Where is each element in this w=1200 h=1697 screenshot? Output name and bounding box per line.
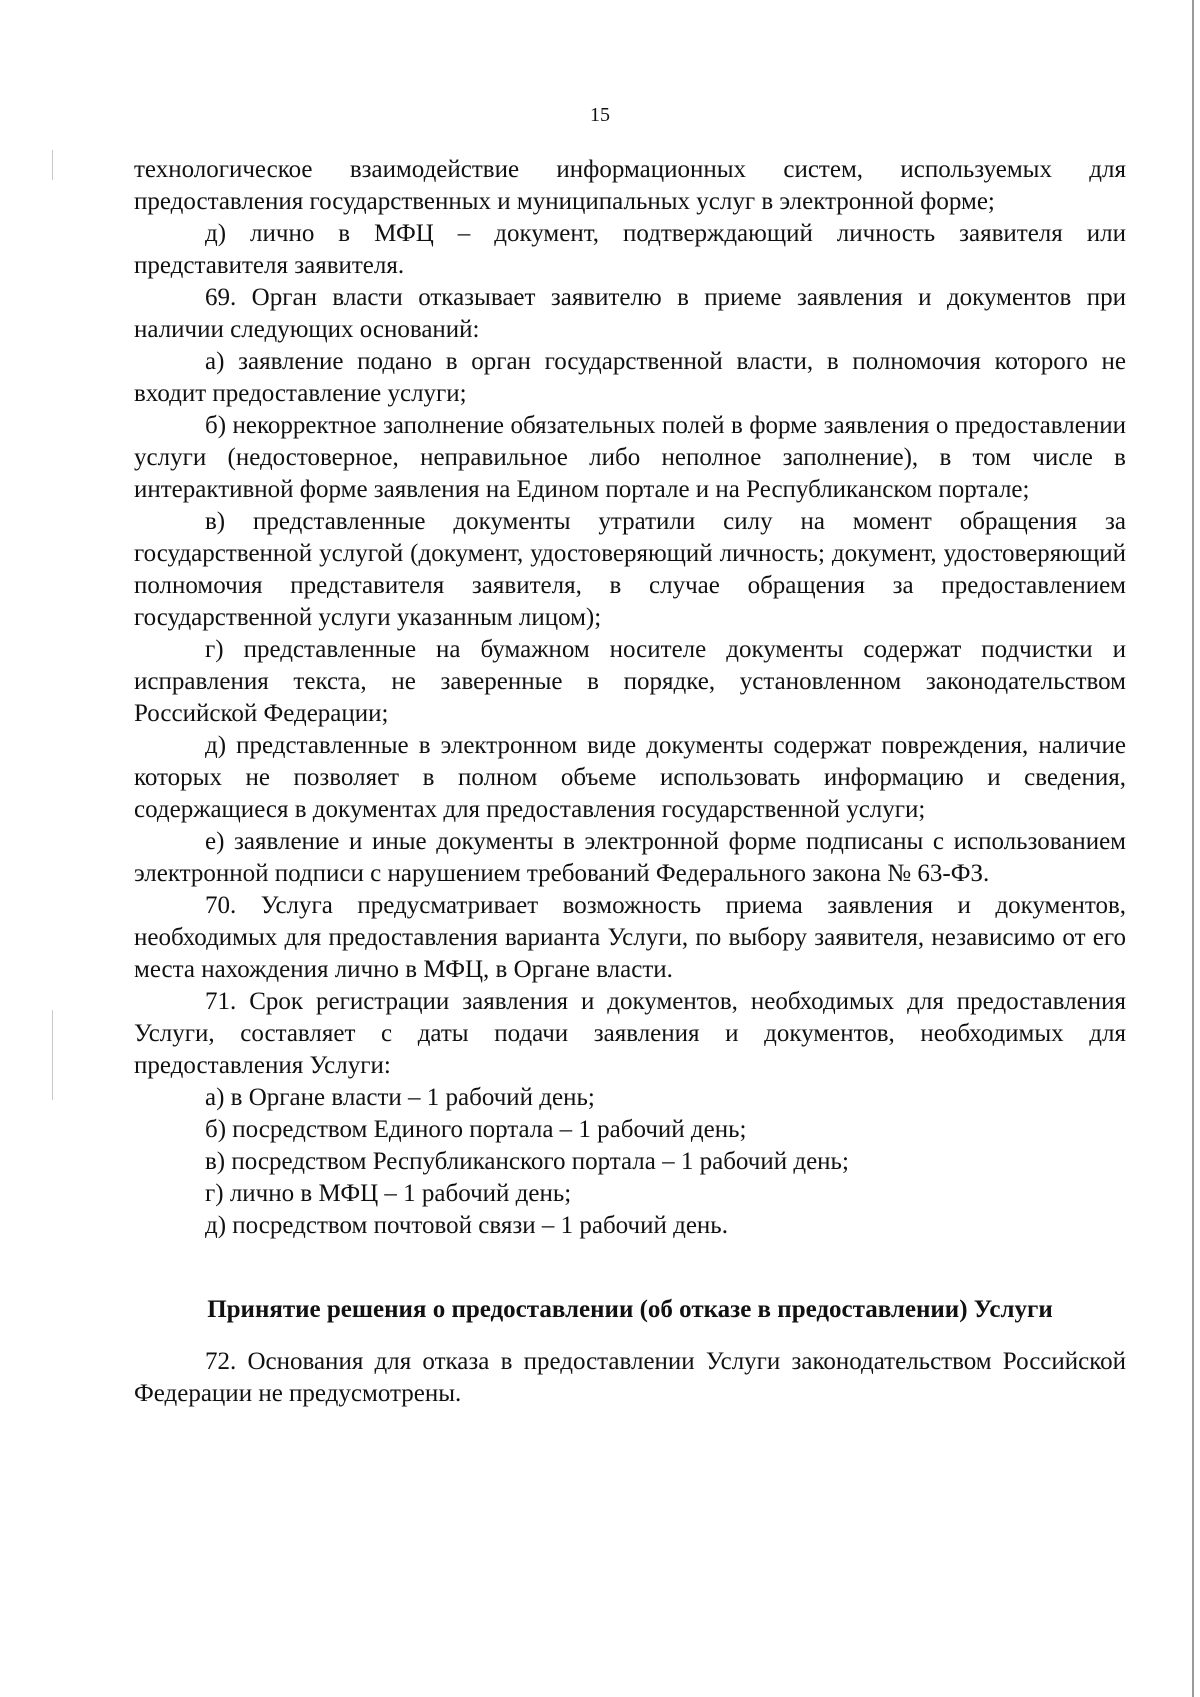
paragraph: а) заявление подано в орган государственной власти, в полномочия которого не входит предоставление услуги; [134, 348, 1126, 407]
scan-edge-line [1192, 0, 1194, 1697]
list-item: д) посредством почтовой связи – 1 рабочий день. [205, 1212, 728, 1239]
list-item: г) лично в МФЦ – 1 рабочий день; [205, 1180, 572, 1207]
paragraph: в) представленные документы утратили силу на момент обращения за государственной услугой (документ, удостоверяющий личность; документ, удостоверяющий полномочия представителя заявителя, в случае обращения за предоставлением государственной услуги указанным лицом); [134, 508, 1126, 631]
list-item: в) посредством Республиканского портала – 1 рабочий день; [205, 1148, 849, 1175]
scan-margin-mark [52, 150, 53, 180]
paragraph: е) заявление и иные документы в электронной форме подписаны с использованием электронной подписи с нарушением требований Федерального закона № 63-ФЗ. [134, 828, 1126, 887]
paragraph: 69. Орган власти отказывает заявителю в приеме заявления и документов при наличии следующих оснований: [134, 284, 1126, 343]
page-number: 15 [590, 104, 610, 126]
paragraph: г) представленные на бумажном носителе документы содержат подчистки и исправления текста, не заверенные в порядке, установленном законодательством Российской Федерации; [134, 636, 1126, 727]
paragraph: 70. Услуга предусматривает возможность приема заявления и документов, необходимых для предоставления варианта Услуги, по выбору заявителя, независимо от его места нахождения лично в МФЦ, в Органе власти. [134, 892, 1126, 983]
paragraph: 72. Основания для отказа в предоставлении Услуги законодательством Российской Федерации не предусмотрены. [134, 1348, 1126, 1407]
scan-margin-mark [52, 1010, 53, 1100]
list-item: а) в Органе власти – 1 рабочий день; [205, 1084, 595, 1111]
section-heading: Принятие решения о предоставлении (об отказе в предоставлении) Услуги [207, 1296, 1053, 1323]
paragraph: б) некорректное заполнение обязательных полей в форме заявления о предоставлении услуги (недостоверное, неправильное либо неполное заполнение), в том числе в интерактивной форме заявления на Едином портале и на Республиканском портале; [134, 412, 1126, 503]
paragraph: д) лично в МФЦ – документ, подтверждающий личность заявителя или представителя заявителя. [134, 220, 1126, 279]
document-body [134, 154, 1126, 1410]
paragraph: 71. Срок регистрации заявления и документов, необходимых для предоставления Услуги, составляет с даты подачи заявления и документов, необходимых для предоставления Услуги: [134, 988, 1126, 1079]
paragraph: д) представленные в электронном виде документы содержат повреждения, наличие которых не позволяет в полном объеме использовать информацию и сведения, содержащиеся в документах для предоставления государственной услуги; [134, 732, 1126, 823]
paragraph: технологическое взаимодействие информационных систем, используемых для предоставления государственных и муниципальных услуг в электронной форме; [134, 156, 1126, 215]
list-item: б) посредством Единого портала – 1 рабочий день; [205, 1116, 747, 1143]
